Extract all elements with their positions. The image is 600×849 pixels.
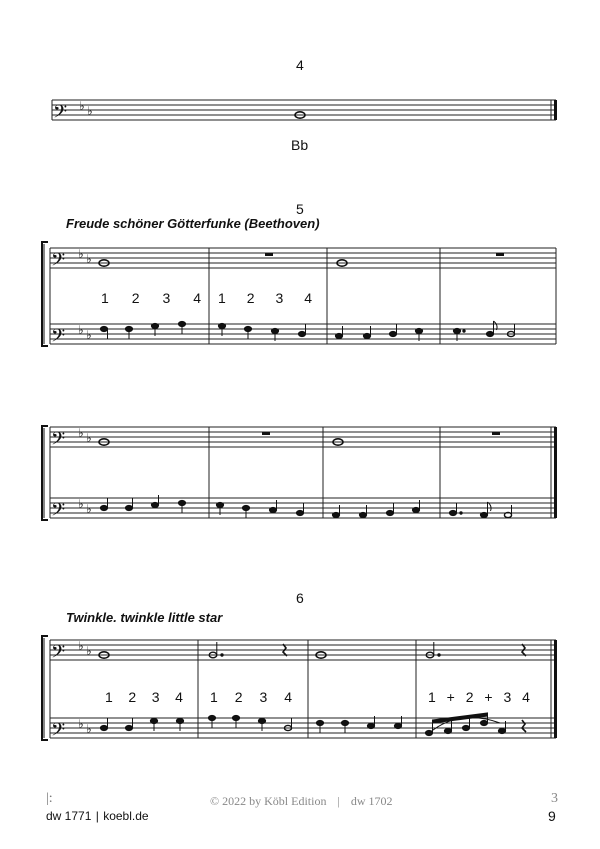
flat-icon: ♭ (87, 104, 93, 118)
svg-text:♭: ♭ (86, 722, 92, 736)
copyright-text: © 2022 by Köbl Edition | dw 1702 (210, 794, 393, 808)
svg-text:♭: ♭ (78, 323, 84, 337)
bass-clef-icon: 𝄢 (51, 325, 66, 350)
svg-text:♭: ♭ (86, 328, 92, 342)
svg-text:♭: ♭ (78, 426, 84, 440)
exercise-6-number: 6 (296, 590, 304, 606)
page-number-top: 3 (551, 791, 558, 806)
page-number: 9 (548, 808, 556, 824)
svg-text:♭: ♭ (78, 247, 84, 261)
exercise-6-title: Twinkle. twinkle little star (66, 610, 223, 625)
svg-text:♭: ♭ (86, 502, 92, 516)
publisher-line: dw 1771 | koebl.de (46, 809, 149, 823)
flat-icon: ♭ (79, 99, 85, 113)
svg-text:𝄢: 𝄢 (51, 719, 66, 744)
svg-text:𝄢: 𝄢 (51, 641, 66, 666)
bass-clef-icon: 𝄢 (53, 101, 68, 126)
svg-text:♭: ♭ (86, 431, 92, 445)
count-row: 1 2 3 4 (105, 689, 183, 705)
count-row: 1 2 3 4 (210, 689, 292, 705)
svg-text:♭: ♭ (78, 717, 84, 731)
bass-clef-icon: 𝄢 (51, 249, 66, 274)
count-row: 1 2 3 4 (218, 290, 312, 306)
svg-text:♭: ♭ (86, 644, 92, 658)
repeat-mark: |: (46, 791, 53, 806)
count-row: 1 + 2 + 3 4 (428, 689, 530, 705)
exercise-4-number: 4 (296, 57, 304, 73)
svg-text:♭: ♭ (78, 497, 84, 511)
exercise-5-title: Freude schöner Götterfunke (Beethoven) (66, 216, 320, 231)
svg-text:♭: ♭ (78, 639, 84, 653)
svg-text:𝄢: 𝄢 (51, 428, 66, 453)
count-row: 1 2 3 4 (101, 290, 201, 306)
svg-text:𝄢: 𝄢 (51, 499, 66, 524)
chord-label: Bb (291, 137, 309, 153)
exercise-5-number: 5 (296, 201, 304, 217)
website-link[interactable]: koebl.de (103, 809, 149, 823)
svg-text:♭: ♭ (86, 252, 92, 266)
